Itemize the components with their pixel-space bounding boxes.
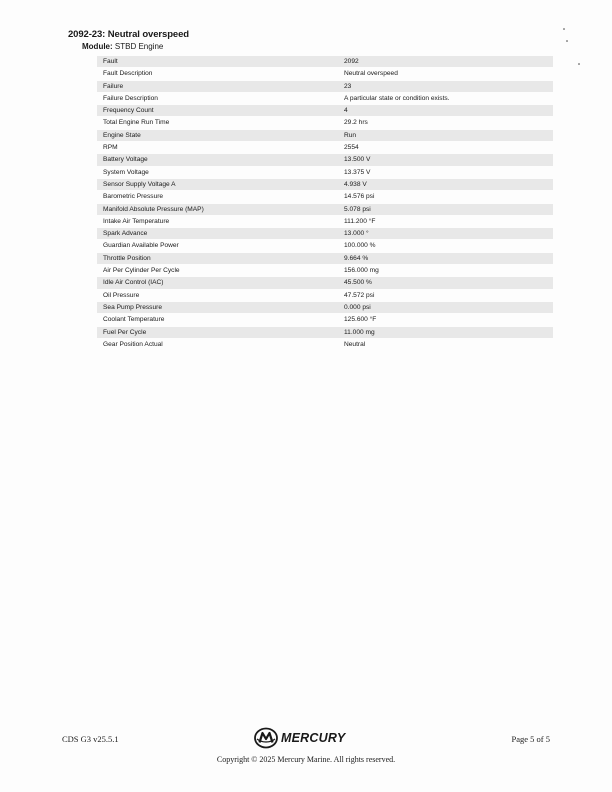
parameter-row bbox=[97, 240, 553, 252]
parameter-name: Frequency Count bbox=[97, 105, 338, 117]
parameter-row bbox=[97, 166, 553, 178]
parameter-value: 5.078 psi bbox=[338, 203, 553, 215]
copyright-notice: Copyright © 2025 Mercury Marine. All rights reserved. bbox=[216, 755, 396, 764]
parameter-value: 4 bbox=[338, 105, 553, 117]
parameter-value: 29.2 hrs bbox=[338, 117, 553, 129]
parameter-value: 100.000 % bbox=[338, 240, 553, 252]
parameter-row bbox=[97, 338, 553, 350]
parameter-value: 13.000 ° bbox=[338, 228, 553, 240]
parameter-value: A particular state or condition exists. bbox=[338, 92, 553, 104]
parameter-name: Air Per Cylinder Per Cycle bbox=[97, 265, 338, 277]
parameter-name: Fault bbox=[97, 56, 338, 68]
parameter-row bbox=[97, 326, 553, 338]
parameter-row bbox=[97, 228, 553, 240]
parameter-row bbox=[97, 68, 553, 80]
parameter-value: 45.500 % bbox=[338, 277, 553, 289]
brand-logo bbox=[254, 726, 345, 750]
parameter-value: 14.576 psi bbox=[338, 191, 553, 203]
parameter-name: Throttle Position bbox=[97, 252, 338, 264]
parameter-row bbox=[97, 203, 553, 215]
parameter-name: Battery Voltage bbox=[97, 154, 338, 166]
parameter-row bbox=[97, 129, 553, 141]
parameter-name: RPM bbox=[97, 142, 338, 154]
parameter-value: Neutral bbox=[338, 338, 553, 350]
scan-speck bbox=[566, 40, 568, 42]
parameter-row bbox=[97, 277, 553, 289]
scan-speck bbox=[578, 63, 580, 65]
parameter-value: 13.375 V bbox=[338, 166, 553, 178]
parameter-row bbox=[97, 289, 553, 301]
parameter-name: Engine State bbox=[97, 129, 338, 141]
parameter-name: Intake Air Temperature bbox=[97, 215, 338, 227]
parameter-name: Spark Advance bbox=[97, 228, 338, 240]
parameter-value: 125.600 °F bbox=[338, 314, 553, 326]
parameter-row bbox=[97, 178, 553, 190]
parameter-row bbox=[97, 265, 553, 277]
parameter-row bbox=[97, 314, 553, 326]
parameter-value: 2092 bbox=[338, 56, 553, 68]
parameter-row bbox=[97, 191, 553, 203]
parameter-value: 13.500 V bbox=[338, 154, 553, 166]
parameter-row bbox=[97, 142, 553, 154]
parameter-name: Barometric Pressure bbox=[97, 191, 338, 203]
parameter-value: 0.000 psi bbox=[338, 301, 553, 313]
parameter-value: Neutral overspeed bbox=[338, 68, 553, 80]
page-number: Page 5 of 5 bbox=[511, 734, 550, 744]
parameter-row bbox=[97, 105, 553, 117]
parameter-name: Guardian Available Power bbox=[97, 240, 338, 252]
module-label: Module: bbox=[82, 42, 113, 51]
parameter-name: Manifold Absolute Pressure (MAP) bbox=[97, 203, 338, 215]
parameter-row bbox=[97, 301, 553, 313]
parameter-row bbox=[97, 92, 553, 104]
parameter-value: 9.664 % bbox=[338, 252, 553, 264]
parameter-value: 4.938 V bbox=[338, 178, 553, 190]
parameter-row bbox=[97, 252, 553, 264]
parameter-value: 11.000 mg bbox=[338, 326, 553, 338]
parameter-name: Coolant Temperature bbox=[97, 314, 338, 326]
parameter-name: Failure Description bbox=[97, 92, 338, 104]
parameter-row bbox=[97, 154, 553, 166]
parameter-name: System Voltage bbox=[97, 166, 338, 178]
module-value: STBD Engine bbox=[114, 42, 164, 51]
parameter-row bbox=[97, 80, 553, 92]
parameter-name: Sea Pump Pressure bbox=[97, 301, 338, 313]
parameter-table bbox=[97, 56, 553, 351]
parameter-value: 2554 bbox=[338, 142, 553, 154]
parameter-name: Fuel Per Cycle bbox=[97, 326, 338, 338]
parameter-name: Total Engine Run Time bbox=[97, 117, 338, 129]
parameter-row bbox=[97, 117, 553, 129]
parameter-row bbox=[97, 56, 553, 68]
mercury-m-logo-icon bbox=[254, 727, 278, 749]
parameter-row bbox=[97, 215, 553, 227]
parameter-value: Run bbox=[338, 129, 553, 141]
parameter-value: 156.000 mg bbox=[338, 265, 553, 277]
parameter-value: 23 bbox=[338, 80, 553, 92]
fault-title: 2092-23: Neutral overspeed bbox=[68, 29, 189, 40]
scan-speck bbox=[563, 28, 565, 30]
module-line bbox=[82, 42, 163, 51]
parameter-name: Gear Position Actual bbox=[97, 338, 338, 350]
parameter-name: Sensor Supply Voltage A bbox=[97, 178, 338, 190]
parameter-value: 111.200 °F bbox=[338, 215, 553, 227]
parameter-name: Oil Pressure bbox=[97, 289, 338, 301]
parameter-name: Fault Description bbox=[97, 68, 338, 80]
software-version: CDS G3 v25.5.1 bbox=[62, 734, 119, 744]
parameter-name: Idle Air Control (IAC) bbox=[97, 277, 338, 289]
brand-wordmark: MERCURY bbox=[281, 731, 346, 745]
parameter-value: 47.572 psi bbox=[338, 289, 553, 301]
parameter-name: Failure bbox=[97, 80, 338, 92]
